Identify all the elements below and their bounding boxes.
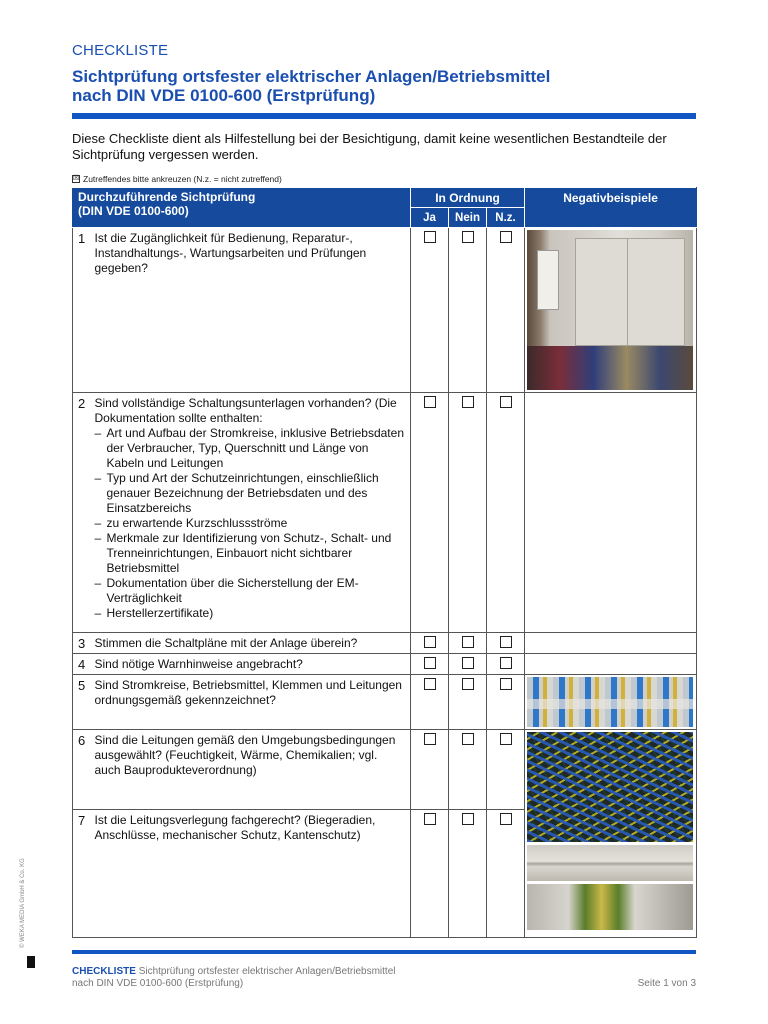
title-line-1: Sichtprüfung ortsfester elektrischer Anlagen/Betriebsmittel: [72, 67, 551, 86]
list-item: – zu erwartende Kurzschlussströme: [94, 516, 288, 530]
table-row: [73, 633, 697, 654]
footer-title-line-1: Sichtprüfung ortsfester elektrischer Anlagen/Betriebsmittel: [138, 966, 396, 977]
column-header-ja: Ja: [411, 208, 449, 228]
table-row: [73, 654, 697, 675]
table-row: [73, 675, 697, 730]
checkbox-ja[interactable]: [424, 813, 436, 825]
checkbox-nein[interactable]: [462, 396, 474, 408]
row-question: Sind Stromkreise, Betriebsmittel, Klemmen und Leitungen ordnungsgemäß gekennzeichnet?: [93, 675, 411, 730]
row-number: 2: [73, 393, 93, 633]
photo-unprotected-cable-conduit: [527, 884, 693, 930]
checkbox-nein[interactable]: [462, 657, 474, 669]
row-number: 4: [73, 654, 93, 675]
row-number: 7: [73, 810, 93, 938]
checked-box-icon: ☒: [73, 175, 80, 182]
column-header-check: Durchzuführende Sichtprüfung (DIN VDE 0100-600): [73, 188, 411, 228]
checkbox-nein[interactable]: [462, 231, 474, 243]
checkbox-ja[interactable]: [424, 657, 436, 669]
row-number: 1: [73, 228, 93, 393]
checklist-table: [72, 187, 697, 938]
row-question: Ist die Zugänglichkeit für Bedienung, Reparatur-, Instandhaltungs-, Wartungsarbeiten und Prüfungen gegeben?: [93, 228, 411, 393]
table-row: [73, 228, 697, 393]
photo-cable-on-wall: [527, 845, 693, 881]
instruction-text: Zutreffendes bitte ankreuzen (N.z. = nicht zutreffend): [83, 174, 282, 184]
checkbox-nein[interactable]: [462, 678, 474, 690]
row-number: 5: [73, 675, 93, 730]
photo-unlabeled-terminals: [527, 677, 693, 727]
list-item: – Merkmale zur Identifizierung von Schutz-, Schalt- und Trenneinrichtungen, Einbauort nicht sichtbarer Betriebsmittel: [94, 531, 392, 575]
list-item: – Herstellerzertifikate): [94, 606, 214, 620]
column-header-negativbeispiele: Negativbeispiele: [525, 188, 697, 228]
row-question: Ist die Leitungsverlegung fachgerecht? (Biegeradien, Anschlüsse, mechanischer Schutz, Kantenschutz): [93, 810, 411, 938]
checkbox-nein[interactable]: [462, 733, 474, 745]
list-item: – Dokumentation über die Sicherstellung der EM-Verträglichkeit: [94, 576, 359, 605]
checkbox-nein[interactable]: [462, 813, 474, 825]
title-divider: [72, 113, 696, 119]
checkbox-ja[interactable]: [424, 678, 436, 690]
list-item: – Art und Aufbau der Stromkreise, inklusive Betriebsdaten der Verbraucher, Typ, Querschnitt und Länge von Kabeln und Leitungen: [94, 426, 404, 470]
title-line-2: nach DIN VDE 0100-600 (Erstprüfung): [72, 86, 376, 105]
instruction-note: [72, 174, 282, 184]
row-number: 3: [73, 633, 93, 654]
photo-blocked-distribution-cabinet: [527, 230, 693, 390]
checkbox-nz[interactable]: [500, 678, 512, 690]
footer-title-line-2: nach DIN VDE 0100-600 (Erstprüfung): [72, 978, 244, 989]
table-row: [73, 730, 697, 810]
document-kicker: CHECKLISTE: [72, 42, 169, 59]
checkbox-nz[interactable]: [500, 231, 512, 243]
row-question: Sind vollständige Schaltungsunterlagen vorhanden? (Die Dokumentation sollte enthalten: – Art und Aufbau der Stromkreise, inklusive Betriebsdaten der Verbraucher, Typ, Querschnitt und Länge von Kabeln und Leitungen – Typ und Art der Schutzeinrichtungen, einschließlich genauer Bezeichnung der Betriebsdaten und des Einsatzbereichs – zu erwartende Kurzschlussströme – Merkmale zur Identifizierung von Schutz-, Schalt- und Trenneinrichtungen, Einbauort nicht sichtbarer Betriebsmittel – Dokumentation über die Sicherstellung der EM-Verträglichkeit – Herstellerzertifikate): [93, 393, 411, 633]
checkbox-nz[interactable]: [500, 733, 512, 745]
copyright-note: © WEKA MEDIA GmbH & Co. KG: [20, 858, 26, 948]
checkbox-nz[interactable]: [500, 657, 512, 669]
row-question: Stimmen die Schaltpläne mit der Anlage überein?: [93, 633, 411, 654]
row-number: 6: [73, 730, 93, 810]
table-row: [73, 393, 697, 633]
checkbox-nz[interactable]: [500, 636, 512, 648]
checkbox-ja[interactable]: [424, 396, 436, 408]
page-number: Seite 1 von 3: [637, 978, 696, 989]
footer-text: [72, 966, 395, 990]
row-question: Sind nötige Warnhinweise angebracht?: [93, 654, 411, 675]
row-question: Sind die Leitungen gemäß den Umgebungsbedingungen ausgewählt? (Feuchtigkeit, Wärme, Chemikalien; vgl. auch Bauprodukteverordnung): [93, 730, 411, 810]
list-item: – Typ und Art der Schutzeinrichtungen, einschließlich genauer Bezeichnung der Betriebsdaten und des Einsatzbereichs: [94, 471, 379, 515]
checklist-page: [72, 0, 696, 1024]
footer-label: CHECKLISTE: [72, 966, 136, 977]
column-header-in-ordnung: In Ordnung: [411, 188, 525, 208]
intro-text: Diese Checkliste dient als Hilfestellung bei der Besichtigung, damit keine wesentlichen Bestandteile der Sichtprüfung vergessen werden.: [72, 131, 667, 162]
photo-tangled-wires: [527, 732, 693, 842]
checkbox-nein[interactable]: [462, 636, 474, 648]
checkbox-ja[interactable]: [424, 231, 436, 243]
column-header-nein: Nein: [449, 208, 487, 228]
side-marker: [27, 956, 35, 968]
footer-divider: [72, 950, 696, 954]
checkbox-nz[interactable]: [500, 813, 512, 825]
checkbox-nz[interactable]: [500, 396, 512, 408]
checkbox-ja[interactable]: [424, 733, 436, 745]
document-title: [72, 67, 550, 105]
checkbox-ja[interactable]: [424, 636, 436, 648]
column-header-nz: N.z.: [487, 208, 525, 228]
